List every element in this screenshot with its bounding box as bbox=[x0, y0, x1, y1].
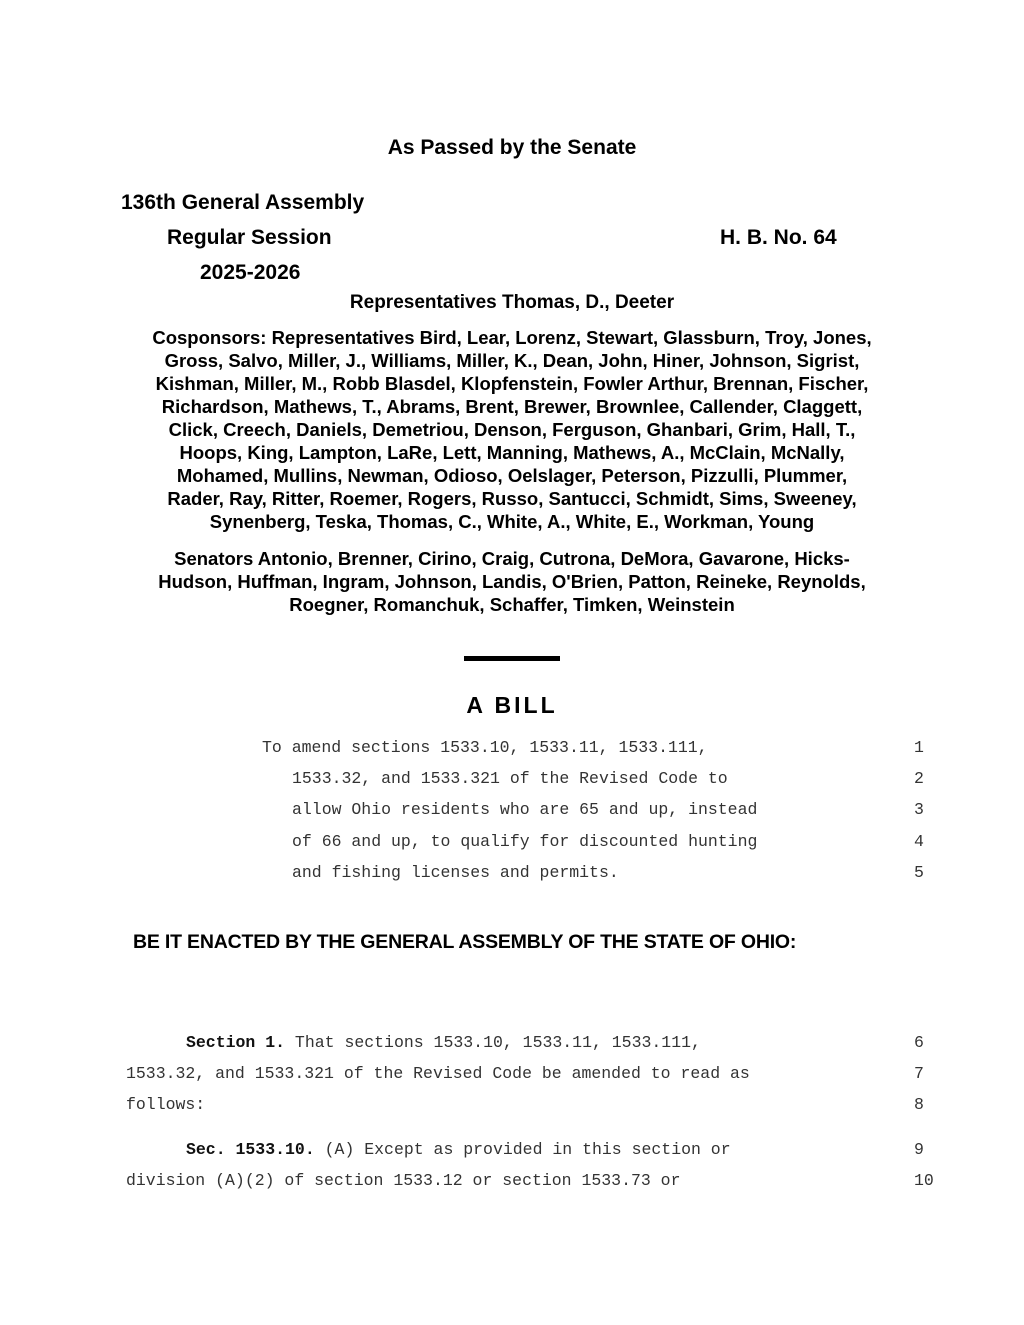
cosponsors-line: Richardson, Mathews, T., Abrams, Brent, Brewer, Brownlee, Callender, Claggett, bbox=[161, 396, 863, 417]
line-number: 3 bbox=[914, 800, 924, 819]
section1-line: 1533.32, and 1533.321 of the Revised Code be amended to read as bbox=[126, 1064, 750, 1083]
line-number: 1 bbox=[914, 738, 924, 757]
sec-label: Sec. 1533.10. bbox=[186, 1140, 315, 1159]
bill-title: A BILL bbox=[466, 692, 558, 718]
senators-line: Roegner, Romanchuk, Schaffer, Timken, Weinstein bbox=[289, 594, 735, 615]
bill-status: As Passed by the Senate bbox=[387, 136, 637, 159]
cosponsors-list bbox=[110, 326, 914, 533]
senators-list bbox=[110, 547, 914, 616]
cosponsors-line: Synenberg, Teska, Thomas, C., White, A., White, E., Workman, Young bbox=[209, 511, 815, 532]
cosponsors-line: Cosponsors: Representatives Bird, Lear, Lorenz, Stewart, Glassburn, Troy, Jones, bbox=[152, 327, 872, 348]
sec-text: (A) Except as provided in this section or bbox=[314, 1140, 731, 1159]
session-years: 2025-2026 bbox=[200, 261, 301, 284]
section1-line: follows: bbox=[126, 1095, 206, 1114]
line-number: 10 bbox=[914, 1171, 934, 1190]
session: Regular Session bbox=[167, 226, 332, 249]
cosponsors-line: Kishman, Miller, M., Robb Blasdel, Klopfenstein, Fowler Arthur, Brennan, Fischer, bbox=[155, 373, 869, 394]
section1-label: Section 1. bbox=[186, 1033, 286, 1052]
line-number: 7 bbox=[914, 1064, 924, 1083]
sec-1533-10-line: division (A)(2) of section 1533.12 or section 1533.73 or bbox=[126, 1171, 681, 1190]
line-number: 5 bbox=[914, 863, 924, 882]
title-line: 1533.32, and 1533.321 of the Revised Code to bbox=[292, 769, 728, 788]
senators-line: Senators Antonio, Brenner, Cirino, Craig, Cutrona, DeMora, Gavarone, Hicks- bbox=[174, 548, 850, 569]
line-number: 8 bbox=[914, 1095, 924, 1114]
title-line: allow Ohio residents who are 65 and up, instead bbox=[292, 800, 758, 819]
cosponsors-line: Gross, Salvo, Miller, J., Williams, Miller, K., Dean, John, Hiner, Johnson, Sigrist, bbox=[164, 350, 860, 371]
cosponsors-line: Rader, Ray, Ritter, Roemer, Rogers, Russo, Santucci, Schmidt, Sims, Sweeney, bbox=[167, 488, 857, 509]
bill-number: H. B. No. 64 bbox=[720, 226, 837, 249]
enacting-clause: BE IT ENACTED BY THE GENERAL ASSEMBLY OF THE STATE OF OHIO: bbox=[133, 931, 797, 953]
cosponsors-line: Mohamed, Mullins, Newman, Odioso, Oelslager, Peterson, Pizzulli, Plummer, bbox=[176, 465, 848, 486]
title-line: of 66 and up, to qualify for discounted hunting bbox=[292, 832, 758, 851]
general-assembly: 136th General Assembly bbox=[121, 191, 365, 214]
divider-rule bbox=[464, 656, 560, 661]
senators-line: Hudson, Huffman, Ingram, Johnson, Landis, O'Brien, Patton, Reineke, Reynolds, bbox=[158, 571, 866, 592]
sec-1533-10-line bbox=[186, 1140, 731, 1159]
cosponsors-line: Click, Creech, Daniels, Demetriou, Denson, Ferguson, Ghanbari, Grim, Hall, T., bbox=[168, 419, 856, 440]
primary-sponsors: Representatives Thomas, D., Deeter bbox=[349, 292, 675, 313]
line-number: 6 bbox=[914, 1033, 924, 1052]
title-line: To amend sections 1533.10, 1533.11, 1533.111, bbox=[262, 738, 708, 757]
section1-line bbox=[186, 1033, 701, 1052]
line-number: 2 bbox=[914, 769, 924, 788]
cosponsors-line: Hoops, King, Lampton, LaRe, Lett, Manning, Mathews, A., McClain, McNally, bbox=[179, 442, 845, 463]
section1-text: That sections 1533.10, 1533.11, 1533.111, bbox=[285, 1033, 701, 1052]
title-line: and fishing licenses and permits. bbox=[292, 863, 619, 882]
line-number: 4 bbox=[914, 832, 924, 851]
line-number: 9 bbox=[914, 1140, 924, 1159]
